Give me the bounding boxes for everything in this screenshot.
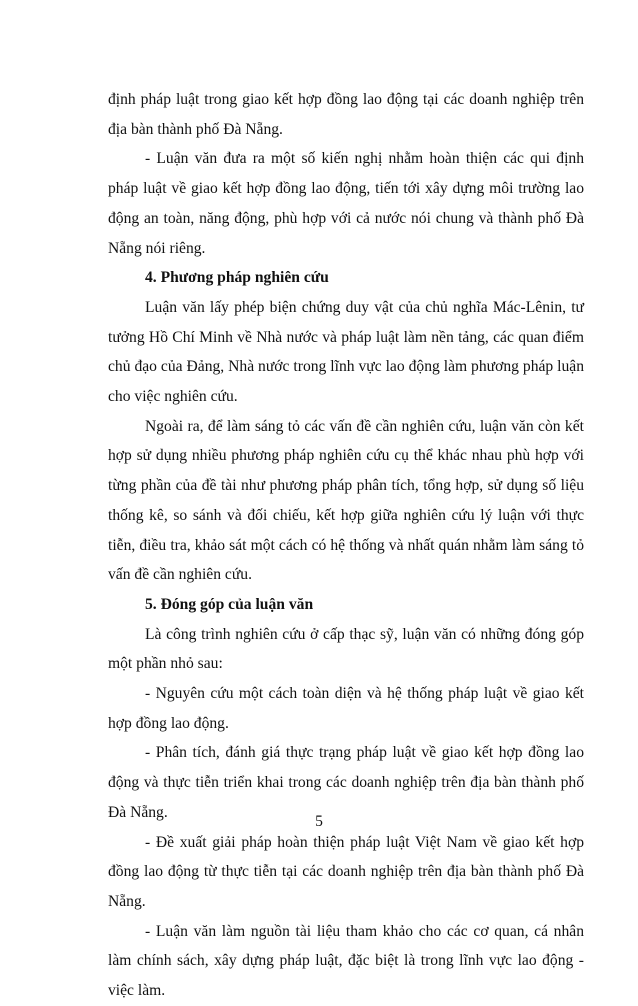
body-text bbox=[108, 85, 584, 1006]
paragraph-methodology: Luận văn lấy phép biện chứng duy vật của chủ nghĩa Mác-Lênin, tư tưởng Hồ Chí Minh về Nhà nước và pháp luật làm nền tảng, các quan điểm chủ đạo của Đảng, Nhà nước trong lĩnh vực lao động làm phương pháp luận cho việc nghiên cứu. bbox=[108, 298, 584, 406]
paragraph-continuation: định pháp luật trong giao kết hợp đồng lao động tại các doanh nghiệp trên địa bàn thành phố Đà Nẵng. bbox=[108, 91, 584, 138]
paragraph-contribution-4: - Luận văn làm nguồn tài liệu tham khảo cho các cơ quan, cá nhân làm chính sách, xây dựng pháp luật, đặc biệt là trong lĩnh vực lao động - việc làm. bbox=[108, 922, 584, 1000]
paragraph-contribution-intro: Là công trình nghiên cứu ở cấp thạc sỹ, luận văn có những đóng góp một phần nhỏ sau: bbox=[108, 625, 584, 673]
section-heading-contributions: 5. Đóng góp của luận văn bbox=[145, 595, 314, 613]
paragraph-recommendation: - Luận văn đưa ra một số kiến nghị nhằm hoàn thiện các qui định pháp luật về giao kết hợp đồng lao động, tiến tới xây dựng môi trường lao động an toàn, năng động, phù hợp với cả nước nói chung và thành phố Đà Nẵng nói riêng. bbox=[108, 150, 584, 257]
paragraph-research-methods: Ngoài ra, để làm sáng tỏ các vấn đề cần nghiên cứu, luận văn còn kết hợp sử dụng nhiều phương pháp nghiên cứu cụ thể khác nhau phù hợp với từng phần của đề tài như phương pháp phân tích, tổng hợp, sử dụng số liệu thống kê, so sánh và đối chiếu, kết hợp giữa nghiên cứu lý luận với thực tiễn, điều tra, khảo sát một cách có hệ thống và nhất quán nhằm làm sáng tỏ vấn đề cần nghiên cứu. bbox=[108, 417, 584, 584]
paragraph-contribution-1: - Nguyên cứu một cách toàn diện và hệ thống pháp luật về giao kết hợp đồng lao động. bbox=[108, 685, 584, 732]
page-number: 5 bbox=[315, 813, 323, 830]
paragraph-contribution-2: - Phân tích, đánh giá thực trạng pháp luật về giao kết hợp đồng lao động và thực tiễn triển khai trong các doanh nghiệp trên địa bàn thành phố Đà Nẵng. bbox=[108, 744, 584, 821]
paragraph-contribution-3: - Đề xuất giải pháp hoàn thiện pháp luật Việt Nam về giao kết hợp đồng lao động từ thực tiễn tại các doanh nghiệp trên địa bàn thành phố Đà Nẵng. bbox=[108, 833, 584, 910]
section-heading-methods: 4. Phương pháp nghiên cứu bbox=[145, 269, 329, 287]
